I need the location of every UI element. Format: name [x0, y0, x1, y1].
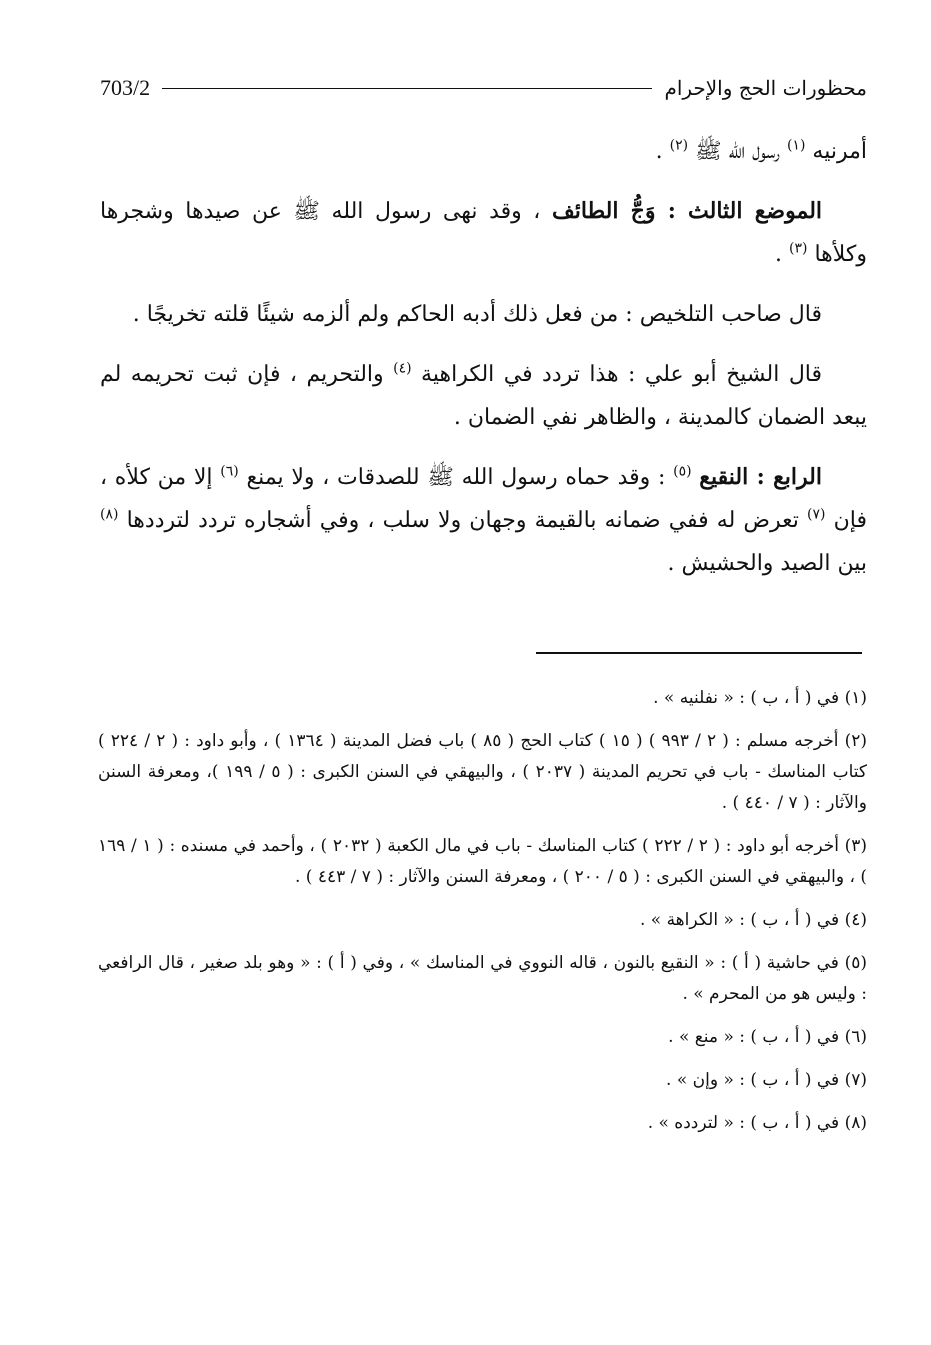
footnote-ref: (١): [786, 137, 806, 154]
footnote-ref: (٢): [669, 137, 689, 154]
text-run: .: [655, 139, 663, 164]
text-run: ، وقد نهى رسول الله ﷺ عن صيدها وشجرها وكلأها: [100, 199, 867, 267]
footnote-4: (٤) في ( أ ، ب ) : « الكراهة » .: [639, 910, 867, 930]
text-run: إلا من كلأه ، فإن: [100, 465, 867, 533]
text-run: أمرنيه: [812, 139, 867, 164]
footnote-7: (٧) في ( أ ، ب ) : « وإن » .: [666, 1070, 867, 1090]
paragraph-4: [100, 353, 867, 439]
section-heading: الرابع : النقيع: [699, 464, 822, 490]
footnote-ref: (٦): [220, 463, 239, 480]
footnote-8: (٨) في ( أ ، ب ) : « لتردده » .: [647, 1113, 867, 1133]
footnote-3: (٣) أخرجه أبو داود : ( ٢ / ٢٢٢ ) كتاب المناسك - باب في مال الكعبة ( ٢٠٣٢ ) ، وأحمد في مسنده : ( ١ / ١٦٩ ) ، والبيهقي في السنن الكبرى : ( ٥ / ٢٠٠ ) ، ومعرفة السنن والآثار : ( ٧ / ٤٤٣ ) .: [98, 836, 867, 887]
running-title: محظورات الحج والإحرام: [664, 76, 867, 100]
header-rule: [162, 88, 652, 89]
text-run: والتحريم ، فإن ثبت تحريمه لم يبعد الضمان كالمدينة ، والظاهر نفي الضمان .: [100, 362, 867, 430]
footnote-separator: [536, 652, 862, 654]
footnote-6: (٦) في ( أ ، ب ) : « منع » .: [668, 1027, 867, 1047]
page-number: 703/2: [100, 75, 151, 100]
footnote-ref: (٧): [807, 506, 826, 523]
text-run: .: [775, 242, 782, 267]
footnote-2: (٢) أخرجه مسلم : ( ٢ / ٩٩٣ ) ( ١٥ ) كتاب الحج ( ٨٥ ) باب فضل المدينة ( ١٣٦٤ ) ، وأبو داود : ( ٢ / ٢٢٤ ) كتاب المناسك - باب في تحريم المدينة ( ٢٠٣٧ ) ، والبيهقي في السنن الكبرى : ( ٥ / ١٩٩ )، ومعرفة السنن والآثار : ( ٧ / ٤٤٠ ) .: [98, 731, 867, 813]
paragraph-2: [100, 190, 867, 276]
text-run: قال الشيخ أبو علي : هذا تردد في الكراهية: [421, 362, 823, 387]
section-heading: الموضع الثالث : وَجُّ الطائف: [551, 198, 823, 224]
text-run: بين الصيد والحشيش .: [667, 551, 867, 576]
footnote-5: (٥) في حاشية ( أ ) : « النقيع بالنون ، قاله النووي في المناسك » ، وفي ( أ ) : « وهو بلد صغير ، قال الرافعي : وليس هو من المحرم » .: [98, 953, 867, 1004]
paragraph-1: [100, 130, 867, 173]
text-run: رسول الله ﷺ: [695, 139, 780, 164]
main-text: [100, 130, 867, 602]
page-header: [100, 70, 867, 106]
footnote-ref: (٥): [673, 463, 692, 480]
text-run: قال صاحب التلخيص : من فعل ذلك أدبه الحاكم ولم ألزمه شيئًا قلته تخريجًا .: [132, 302, 822, 327]
footnotes: [98, 683, 867, 1151]
footnote-1: (١) في ( أ ، ب ) : « نفلنيه » .: [653, 688, 867, 708]
paragraph-5: [100, 456, 867, 585]
footnote-ref: (٤): [393, 360, 412, 377]
footnote-ref: (٣): [789, 240, 808, 257]
paragraph-3: [100, 293, 867, 336]
text-run: : وقد حماه رسول الله ﷺ للصدقات ، ولا يمنع: [246, 465, 666, 490]
footnote-ref: (٨): [100, 506, 119, 523]
text-run: تعرض له ففي ضمانه بالقيمة وجهان ولا سلب ، وفي أشجاره تردد لترددها: [126, 508, 799, 533]
